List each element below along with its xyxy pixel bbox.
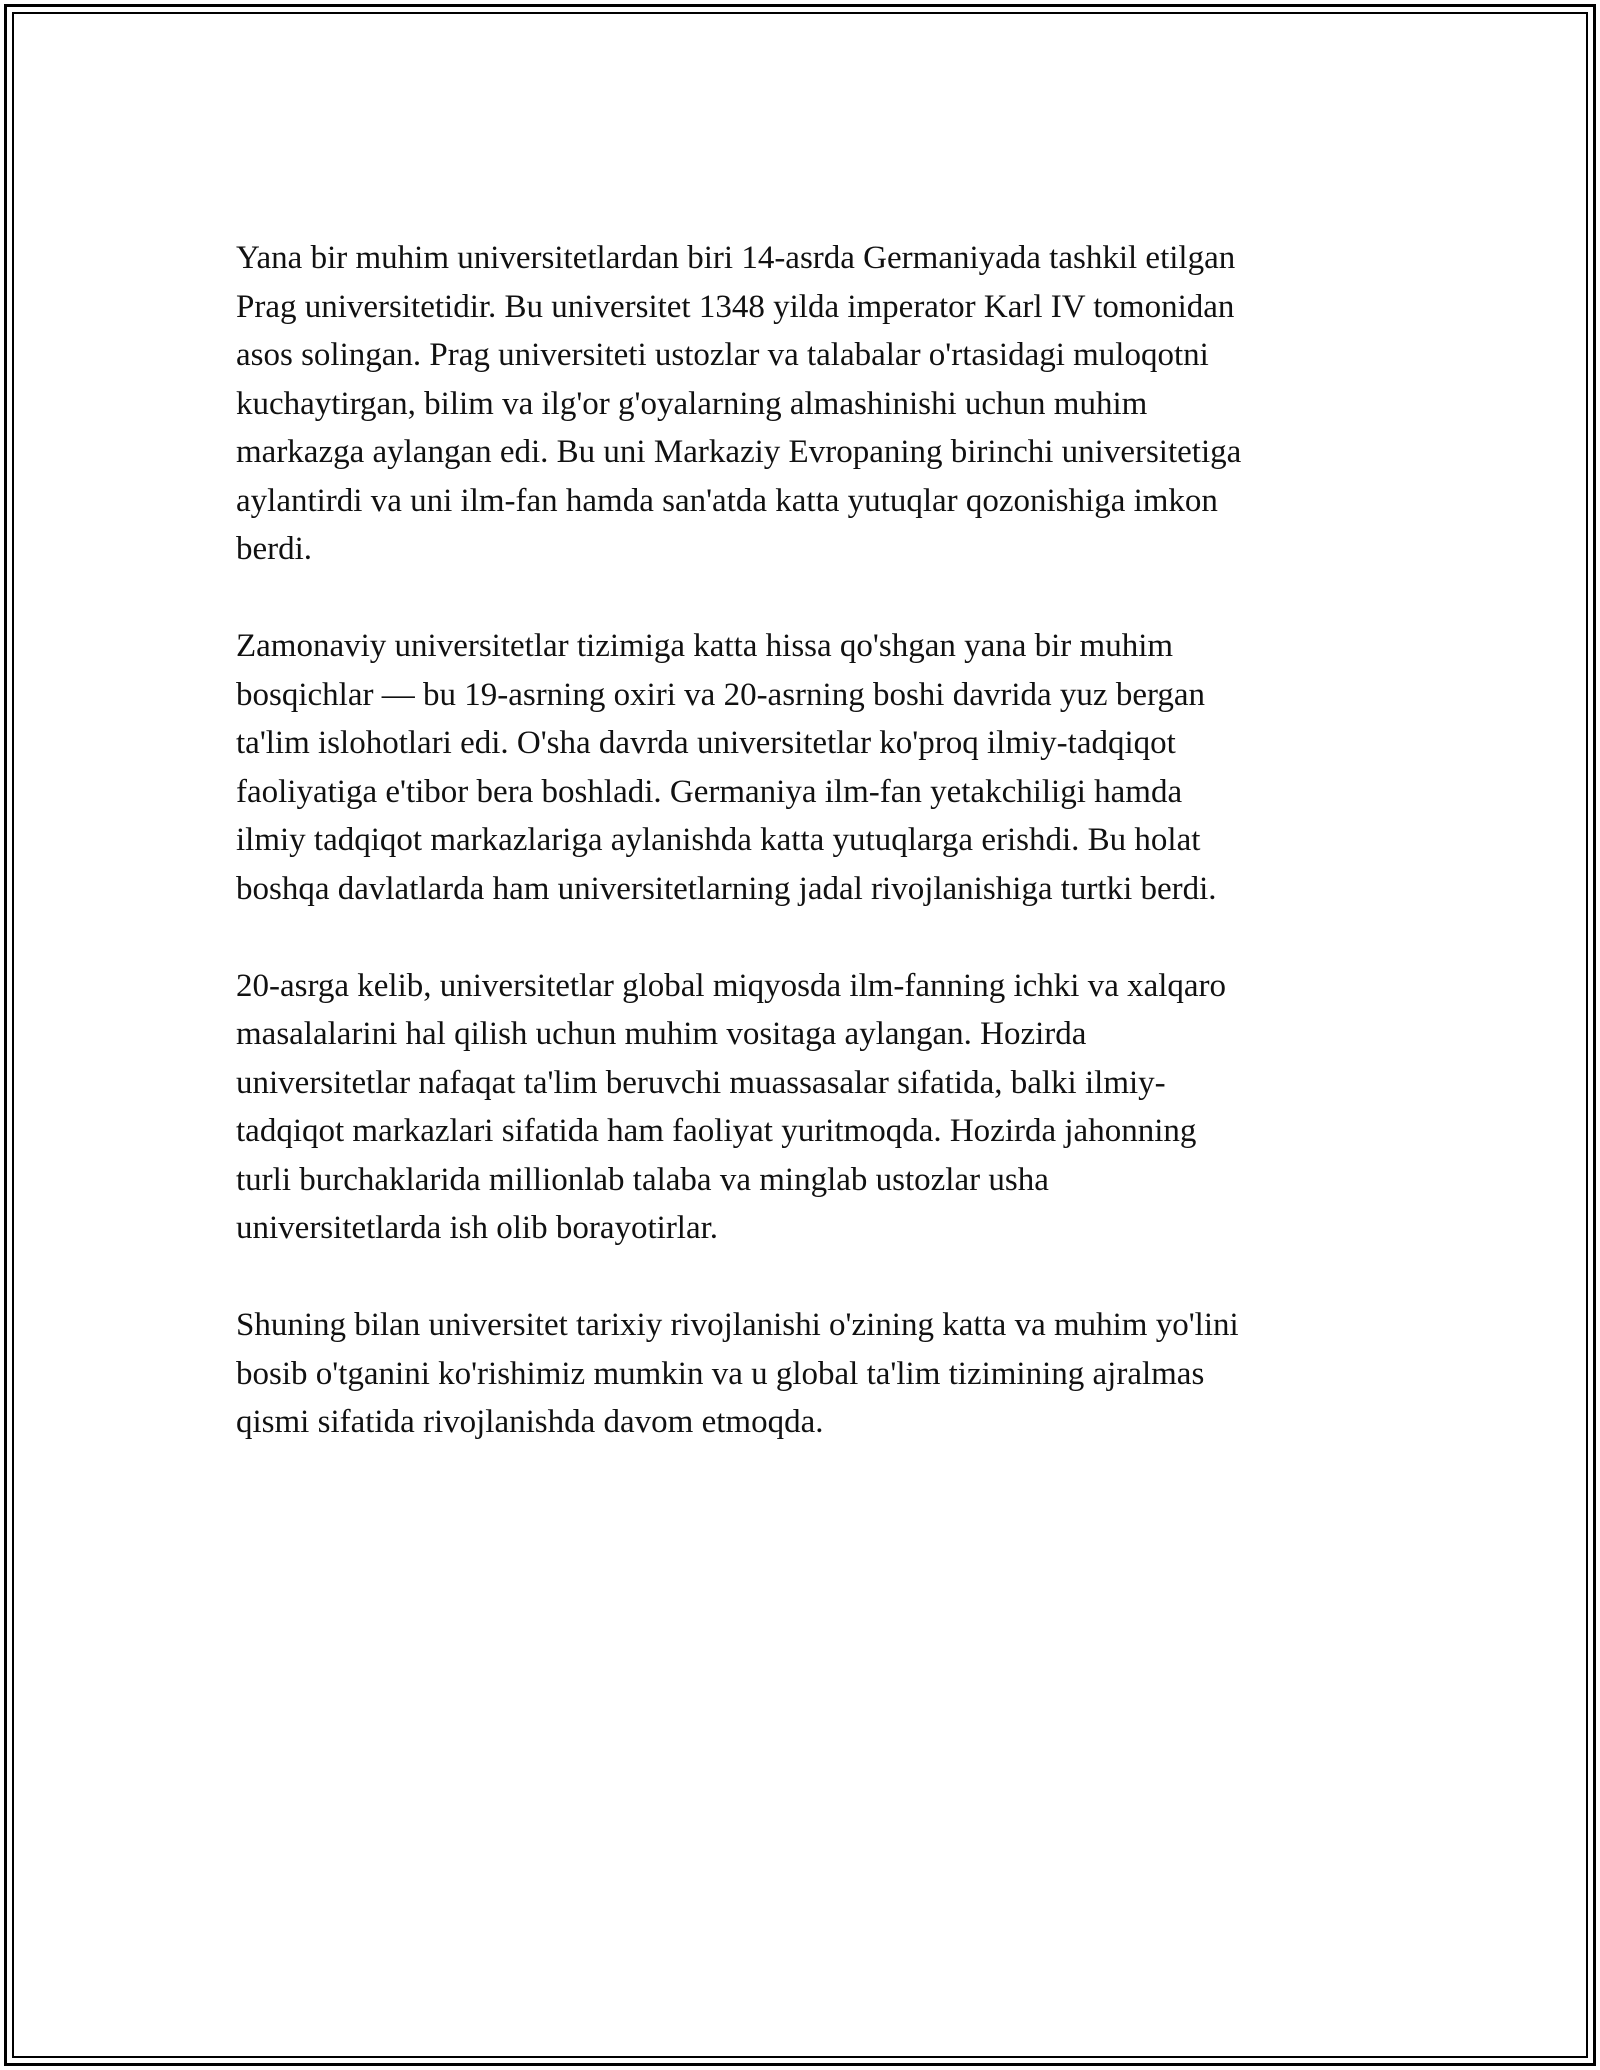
text-line: ilmiy tadqiqot markazlariga aylanishda katta yutuqlarga erishdi. Bu holat [236, 822, 1201, 858]
paragraph-1 [236, 234, 1366, 574]
text-line: universitetlarda ish olib borayotirlar. [236, 1210, 719, 1246]
text-line: bosib o'tganini ko'rishimiz mumkin va u global ta'lim tizimining ajralmas [236, 1355, 1205, 1392]
text-line: asos solingan. Prag universiteti ustozlar va talabalar o'rtasidagi muloqotni [236, 337, 1209, 373]
text-line: markazga aylangan edi. Bu uni Markaziy Evropaning birinchi universitetiga [236, 434, 1242, 470]
text-line: aylantirdi va uni ilm-fan hamda san'atda katta yutuqlar qozonishiga imkon [236, 482, 1218, 519]
text-line: Shuning bilan universitet tarixiy rivojlanishi o'zining katta va muhim yo'lini [236, 1307, 1239, 1343]
text-line: Yana bir muhim universitetlardan biri 14-asrda Germaniyada tashkil etilgan [236, 240, 1236, 276]
paragraph-4 [236, 1301, 1366, 1447]
text-line: qismi sifatida rivojlanishda davom etmoqda. [236, 1404, 824, 1440]
text-line: boshqa davlatlarda ham universitetlarning jadal rivojlanishiga turtki berdi. [236, 870, 1217, 907]
paragraph-2 [236, 622, 1366, 913]
text-line: bosqichlar — bu 19-asrning oxiri va 20-asrning boshi davrida yuz bergan [236, 676, 1206, 713]
document-body [236, 234, 1366, 1447]
paragraph-3 [236, 962, 1366, 1253]
text-line: turli burchaklarida millionlab talaba va minglab ustozlar usha [236, 1161, 1049, 1198]
text-line: faoliyatiga e'tibor bera boshladi. Germaniya ilm-fan yetakchiligi hamda [236, 773, 1183, 810]
text-line: kuchaytirgan, bilim va ilg'or g'oyalarning almashinishi uchun muhim [236, 385, 1148, 422]
text-line: ta'lim islohotlari edi. O'sha davrda universitetlar ko'proq ilmiy-tadqiqot [236, 725, 1176, 761]
text-line: masalalarini hal qilish uchun muhim vositaga aylangan. Hozirda [236, 1016, 1087, 1052]
text-line: universitetlar nafaqat ta'lim beruvchi muassasalar sifatida, balki ilmiy- [236, 1064, 1166, 1101]
text-line: 20-asrga kelib, universitetlar global miqyosda ilm-fanning ichki va xalqaro [236, 967, 1227, 1004]
text-line: tadqiqot markazlari sifatida ham faoliyat yuritmoqda. Hozirda jahonning [236, 1113, 1197, 1149]
text-line: Zamonaviy universitetlar tizimiga katta hissa qo'shgan yana bir muhim [236, 628, 1174, 664]
text-line: Prag universitetidir. Bu universitet 1348 yilda imperator Karl IV tomonidan [236, 288, 1235, 325]
text-line: berdi. [236, 531, 313, 567]
